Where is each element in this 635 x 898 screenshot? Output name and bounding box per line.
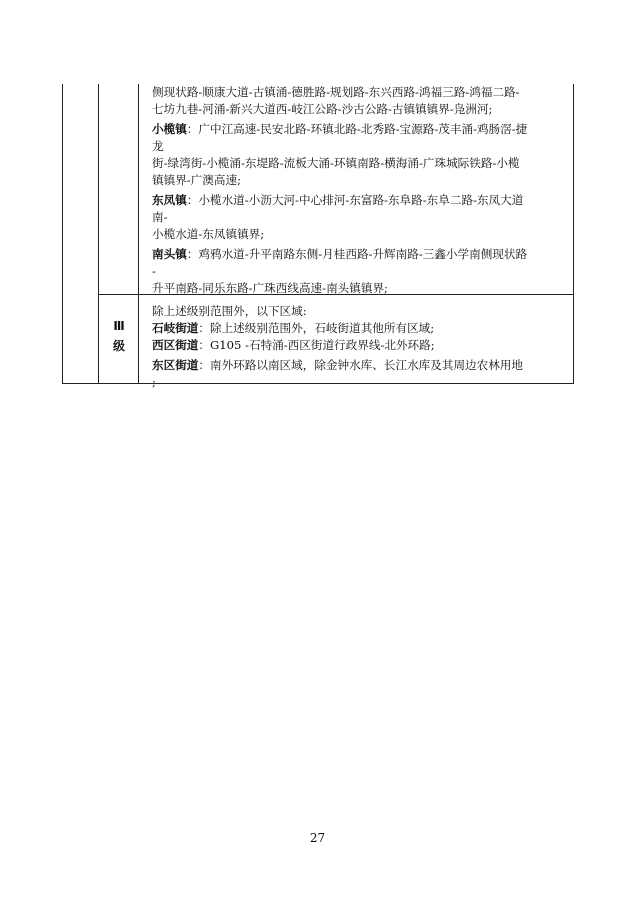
xiaolan-town-name: 小榄镇 xyxy=(152,122,187,136)
xiaolan-entry xyxy=(152,121,570,138)
dongqu-entry xyxy=(152,357,570,374)
table-divider-1 xyxy=(98,84,99,384)
nantou-line-1: ：鸡鸦水道-升平南路东侧-月桂西路-升辉南路-三鑫小学南侧现状路 xyxy=(186,247,528,261)
dongfeng-entry xyxy=(152,192,570,209)
continued-line-2: 七坊九巷-河涌-新兴大道西-岐江公路-沙古公路-古镇镇镇界-凫洲河; xyxy=(152,102,493,116)
xiaolan-line-3: 街-绿湾街-小榄涌-东堤路-流板大涌-环镇南路-横海涌-广珠城际铁路-小榄 xyxy=(152,156,520,170)
table-border-right xyxy=(573,84,574,384)
continued-line-1: 侧现状路-顺康大道-古镇涌-德胜路-规划路-东兴西路-鸿福三路-鸿福二路- xyxy=(152,85,520,99)
xiqu-text: ：G105 -石特涌-西区街道行政界线-北外环路; xyxy=(198,338,435,352)
shiqi-district-name: 石岐街道 xyxy=(152,321,199,335)
xiaolan-line-4: 镇镇界-广澳高速; xyxy=(152,173,241,187)
shiqi-entry xyxy=(152,320,570,337)
dongfeng-town-name: 东凤镇 xyxy=(152,193,187,207)
nantou-town-name: 南头镇 xyxy=(152,247,187,261)
dongfeng-line-2: 南- xyxy=(152,210,168,224)
dongfeng-line-1: ：小榄水道-小沥大河-中心排河-东富路-东阜路-东阜二路-东凤大道 xyxy=(186,193,524,207)
shiqi-text: ：除上述级别范围外，石岐街道其他所有区域; xyxy=(198,321,435,335)
page-number: 27 xyxy=(309,831,326,845)
level3-intro: 除上述级别范围外，以下区域: xyxy=(152,304,307,318)
dongqu-district-name: 东区街道 xyxy=(152,358,199,372)
xiqu-entry xyxy=(152,337,570,354)
nantou-line-2: - xyxy=(152,264,156,278)
nantou-entry xyxy=(152,246,570,263)
xiaolan-line-2: 龙 xyxy=(152,139,164,153)
nantou-line-3: 升平南路-同乐东路-广珠西线高速-南头镇镇界; xyxy=(152,281,388,295)
dongqu-text: ：南外环路以南区域，除金钟水库、长江水库及其周边农林用地 xyxy=(198,358,524,372)
level-3-roman: Ⅲ xyxy=(113,319,125,333)
table-border-left xyxy=(62,84,63,384)
table-divider-2 xyxy=(138,84,139,384)
dongqu-tail: ; xyxy=(152,375,156,389)
xiqu-district-name: 西区街道 xyxy=(152,338,199,352)
level-3-char: 级 xyxy=(112,339,125,353)
table-content xyxy=(152,84,570,391)
xiaolan-line-1: ：广中江高速-民安北路-环镇北路-北秀路-宝源路-茂丰涌-鸡肠滘-捷 xyxy=(186,122,528,136)
dongfeng-line-3: 小榄水道-东凤镇镇界; xyxy=(152,227,265,241)
